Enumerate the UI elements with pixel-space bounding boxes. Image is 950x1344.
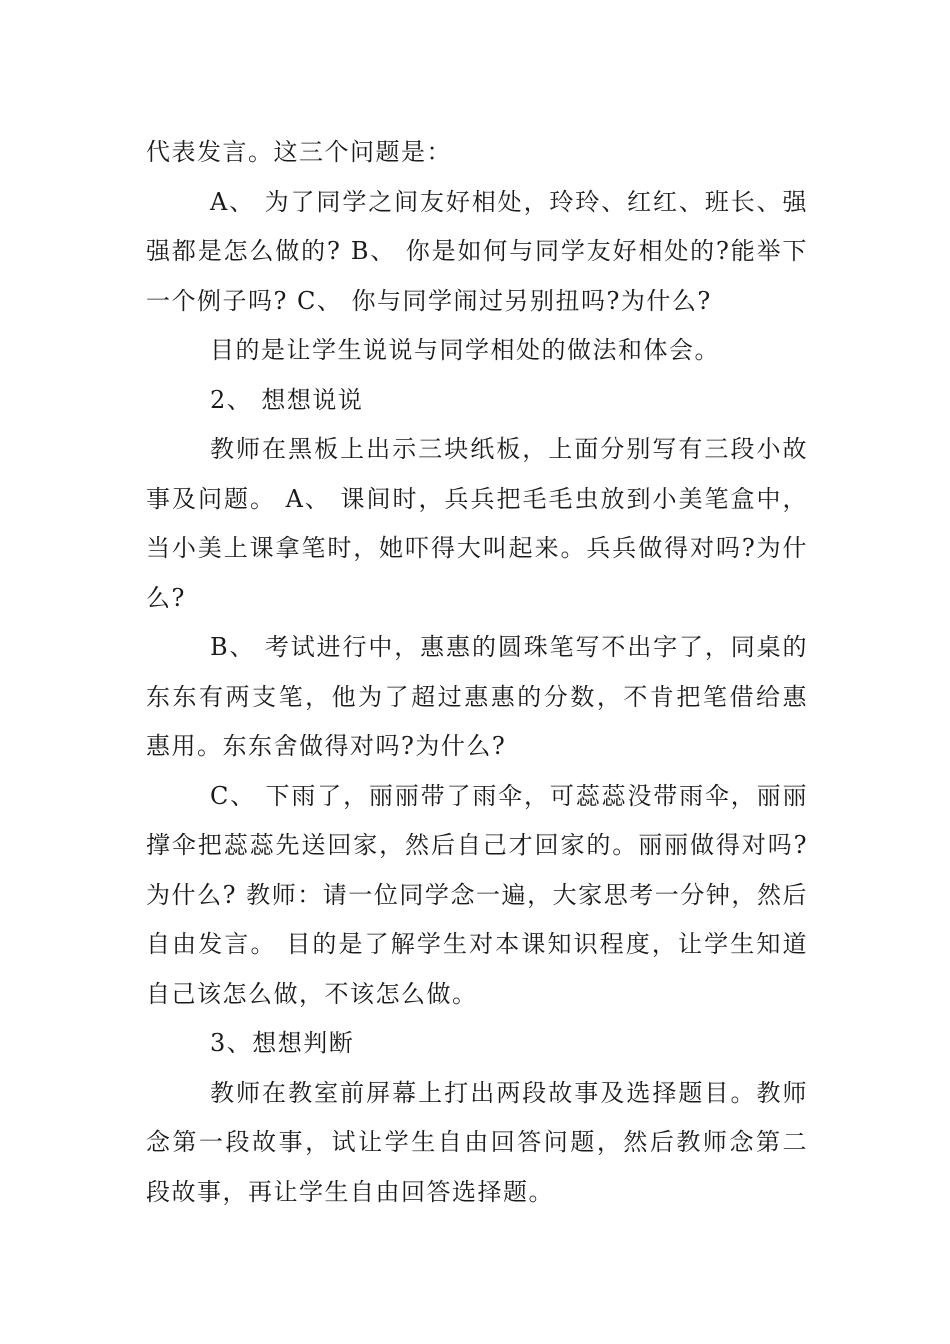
section-heading-2: 2、 想想说说 [210,385,364,414]
paragraph-4: 教师在黑板上出示三块纸板，上面分别写有三段小故事及问题。 A、 课间时，兵兵把毛毛虫放到小美笔盒中，当小美上课拿笔时，她吓得大叫起来。兵兵做得对吗?为什么? [146,435,808,612]
paragraph-5: B、 考试进行中，惠惠的圆珠笔写不出字了，同桌的东东有两支笔，他为了超过惠惠的分数，不肯把笔借给惠惠用。东东舍做得对吗?为什么? [146,633,808,760]
paragraph-2: A、 为了同学之间友好相处，玲玲、红红、班长、强强都是怎么做的? B、 你是如何与同学友好相处的?能举下一个例子吗? C、 你与同学闹过另别扭吗?为什么? [146,187,808,315]
paragraph-6: C、 下雨了，丽丽带了雨伞，可蕊蕊没带雨伞，丽丽撑伞把蕊蕊先送回家，然后自己才回家的。丽丽做得对吗?为什么? 教师：请一位同学念一遍，大家思考一分钟，然后自由发言。 目的是了解学生对本课知识程度，让学生知道自己该怎么做，不该怎么做。 [146,781,808,1008]
paragraph-3: 目的是让学生说说与同学相处的做法和体会。 [210,336,720,364]
paragraph-1: 代表发言。这三个问题是： [146,138,452,166]
paragraph-7: 教师在教室前屏幕上打出两段故事及选择题目。教师念第一段故事，试让学生自由回答问题，然后教师念第二段故事，再让学生自由回答选择题。 [146,1078,808,1206]
document-body [146,128,808,1217]
section-heading-3: 3、想想判断 [210,1029,355,1057]
